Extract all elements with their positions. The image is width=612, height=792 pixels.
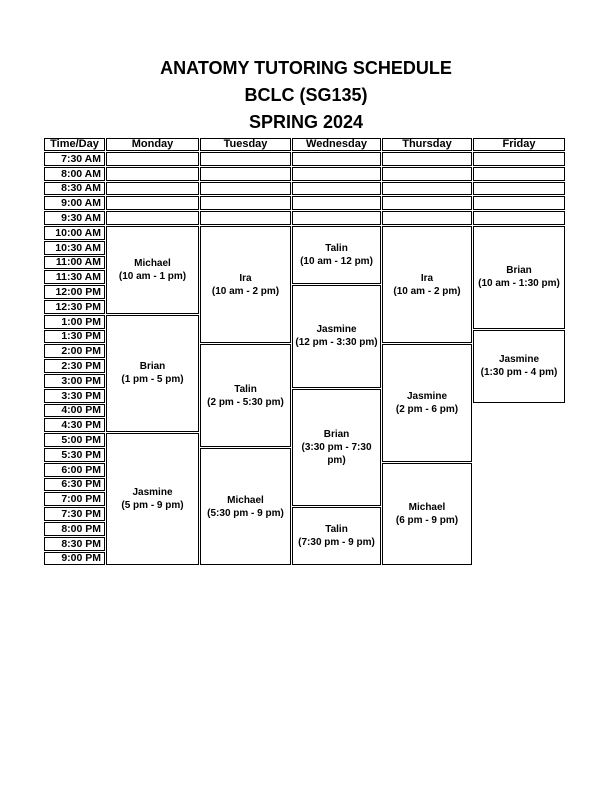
time-label: 9:00 PM (44, 552, 105, 566)
empty-slot (200, 152, 291, 166)
time-label: 1:00 PM (44, 315, 105, 329)
time-label: 11:30 AM (44, 270, 105, 284)
tutor-name: Talin (234, 383, 257, 395)
empty-slot (473, 182, 565, 196)
empty-slot (473, 167, 565, 181)
header-tuesday: Tuesday (200, 138, 291, 151)
header-wednesday: Wednesday (292, 138, 381, 151)
tutor-hours: (10 am - 2 pm) (211, 285, 280, 297)
tutor-name: Brian (139, 361, 166, 373)
empty-slot (382, 211, 472, 225)
schedule-block-friday-jasmine (473, 330, 565, 403)
schedule-block-wednesday-talin-am (292, 226, 381, 284)
schedule-block-wednesday-talin-pm (292, 507, 381, 565)
time-label: 12:00 PM (44, 285, 105, 299)
time-label: 7:00 PM (44, 492, 105, 506)
time-label: 6:00 PM (44, 463, 105, 477)
tutor-hours: (10 am - 1:30 pm) (478, 278, 560, 290)
tutor-hours: (7:30 pm - 9 pm) (298, 537, 375, 549)
schedule-block-friday-brian (473, 226, 565, 329)
time-label: 5:00 PM (44, 433, 105, 447)
empty-slot (292, 167, 381, 181)
empty-slot (292, 152, 381, 166)
header-friday: Friday (473, 138, 565, 151)
empty-slot (382, 196, 472, 210)
empty-slot (106, 182, 199, 196)
tutor-hours: (5:30 pm - 9 pm) (207, 507, 284, 519)
document-title (0, 55, 612, 136)
time-label: 7:30 PM (44, 507, 105, 521)
empty-slot (106, 211, 199, 225)
empty-slot (200, 196, 291, 210)
time-label: 5:30 PM (44, 448, 105, 462)
schedule-block-thursday-jasmine (382, 344, 472, 461)
empty-slot (106, 152, 199, 166)
time-label: 10:30 AM (44, 241, 105, 255)
tutor-hours: (3:30 pm - 7:30 pm) (301, 441, 372, 466)
time-label: 10:00 AM (44, 226, 105, 240)
tutor-name: Michael (134, 257, 171, 269)
tutor-hours: (6 pm - 9 pm) (395, 515, 459, 527)
time-label: 6:30 PM (44, 478, 105, 492)
title-line-2: BCLC (SG135) (244, 85, 368, 105)
empty-slot (200, 211, 291, 225)
schedule-block-monday-michael (106, 226, 199, 314)
tutor-hours: (5 pm - 9 pm) (121, 500, 184, 512)
tutor-name: Talin (325, 524, 348, 536)
tutor-name: Ira (420, 272, 434, 284)
time-label: 4:00 PM (44, 404, 105, 418)
schedule-table (44, 138, 565, 565)
empty-slot (106, 196, 199, 210)
time-label: 8:30 AM (44, 182, 105, 196)
tutor-name: Michael (227, 494, 264, 506)
time-label: 9:00 AM (44, 196, 105, 210)
schedule-block-wednesday-jasmine (292, 285, 381, 388)
empty-slot (473, 196, 565, 210)
tutor-name: Talin (325, 243, 348, 255)
schedule-block-tuesday-ira (200, 226, 291, 343)
schedule-block-thursday-michael (382, 463, 472, 566)
empty-slot (292, 211, 381, 225)
tutor-name: Ira (239, 272, 252, 284)
tutor-name: Jasmine (498, 354, 540, 366)
empty-slot (382, 167, 472, 181)
time-label: 7:30 AM (44, 152, 105, 166)
empty-slot (200, 182, 291, 196)
tutor-hours: (1 pm - 5 pm) (121, 374, 184, 386)
time-label: 8:00 PM (44, 522, 105, 536)
schedule-block-thursday-ira (382, 226, 472, 343)
title-line-3: SPRING 2024 (248, 112, 364, 132)
tutor-hours: (2 pm - 6 pm) (395, 404, 459, 416)
tutor-hours: (10 am - 2 pm) (393, 285, 461, 297)
time-label: 2:30 PM (44, 359, 105, 373)
time-label: 4:30 PM (44, 418, 105, 432)
time-label: 11:00 AM (44, 256, 105, 270)
empty-slot (292, 182, 381, 196)
time-label: 1:30 PM (44, 330, 105, 344)
header-thursday: Thursday (382, 138, 472, 151)
tutor-hours: (12 pm - 3:30 pm) (295, 337, 378, 349)
tutor-hours: (1:30 pm - 4 pm) (480, 367, 558, 379)
time-label: 9:30 AM (44, 211, 105, 225)
schedule-block-wednesday-brian (292, 389, 381, 506)
tutor-name: Brian (323, 428, 350, 440)
tutor-name: Jasmine (132, 487, 173, 499)
tutor-hours: (10 am - 12 pm) (300, 256, 373, 268)
tutor-name: Jasmine (316, 324, 357, 336)
title-line-1: ANATOMY TUTORING SCHEDULE (160, 58, 452, 78)
time-label: 8:00 AM (44, 167, 105, 181)
empty-slot (473, 152, 565, 166)
time-label: 8:30 PM (44, 537, 105, 551)
time-label: 3:30 PM (44, 389, 105, 403)
time-label: 2:00 PM (44, 344, 105, 358)
empty-slot (473, 211, 565, 225)
tutor-name: Michael (408, 502, 446, 514)
empty-slot (292, 196, 381, 210)
tutor-hours: (2 pm - 5:30 pm) (207, 396, 284, 408)
tutor-hours: (10 am - 1 pm) (118, 270, 187, 282)
header-time-day: Time/Day (44, 138, 105, 151)
tutor-name: Brian (506, 265, 532, 277)
header-monday: Monday (106, 138, 199, 151)
schedule-block-tuesday-michael (200, 448, 291, 565)
empty-slot (382, 152, 472, 166)
tutor-name: Jasmine (406, 391, 448, 403)
schedule-block-monday-jasmine (106, 433, 199, 565)
time-label: 3:00 PM (44, 374, 105, 388)
empty-slot (106, 167, 199, 181)
schedule-block-monday-brian (106, 315, 199, 432)
empty-slot (382, 182, 472, 196)
empty-slot (200, 167, 291, 181)
schedule-block-tuesday-talin (200, 344, 291, 447)
time-label: 12:30 PM (44, 300, 105, 314)
